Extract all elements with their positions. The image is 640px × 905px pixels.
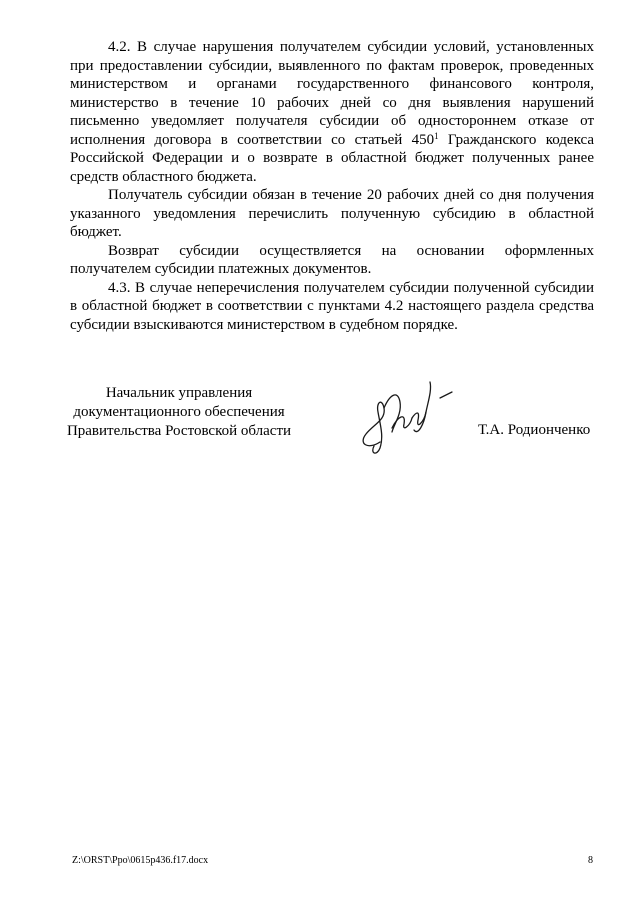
superscript-1: 1 [434, 130, 439, 141]
paragraph-4-2-text-end: Гражданского кодекса Российской Федерации и о возврате в областной бюджет полученных ранее средств областного бюджета. [70, 131, 594, 185]
signatory-position-line3: Правительства Ростовской области [66, 423, 292, 439]
paragraph-4-2-text: 4.2. В случае нарушения получателем субсидии условий, установленных при предоставлении субсидии, выявленного по фактам проверок, проведенных министерством и органами государственного финансового контроля, министерство в течение 10 рабочих дней со дня выявления нарушений письменно уведомляет получателя субсидии об одностороннем отказе от исполнения договора в соответствии со статьей 450 [70, 39, 594, 148]
signatory-position-line2: документационного обеспечения [73, 404, 285, 420]
paragraph-refund: Возврат субсидии осуществляется на основании оформленных получателем субсидии платежных документов. [70, 242, 594, 277]
paragraph-4-3: 4.3. В случае неперечисления получателем субсидии полученной субсидии в областной бюджет в соответствии с пунктами 4.2 настоящего раздела средства субсидии взыскиваются министерством в судебном порядке. [70, 279, 594, 333]
footer-file-path: Z:\ORST\Ppo\0615p436.f17.docx [72, 855, 209, 866]
signatory-position [62, 384, 296, 441]
paragraph-4-2 [70, 38, 594, 186]
signatory-position-line1: Начальник управления [105, 385, 253, 401]
paragraph-recipient-obligation: Получатель субсидии обязан в течение 20 рабочих дней со дня получения указанного уведомления перечислить полученную субсидию в областной бюджет. [70, 187, 594, 240]
document-body [70, 38, 594, 334]
signatory-name: Т.А. Родионченко [478, 422, 591, 438]
handwritten-signature [340, 372, 460, 462]
footer-page-number: 8 [588, 855, 593, 866]
